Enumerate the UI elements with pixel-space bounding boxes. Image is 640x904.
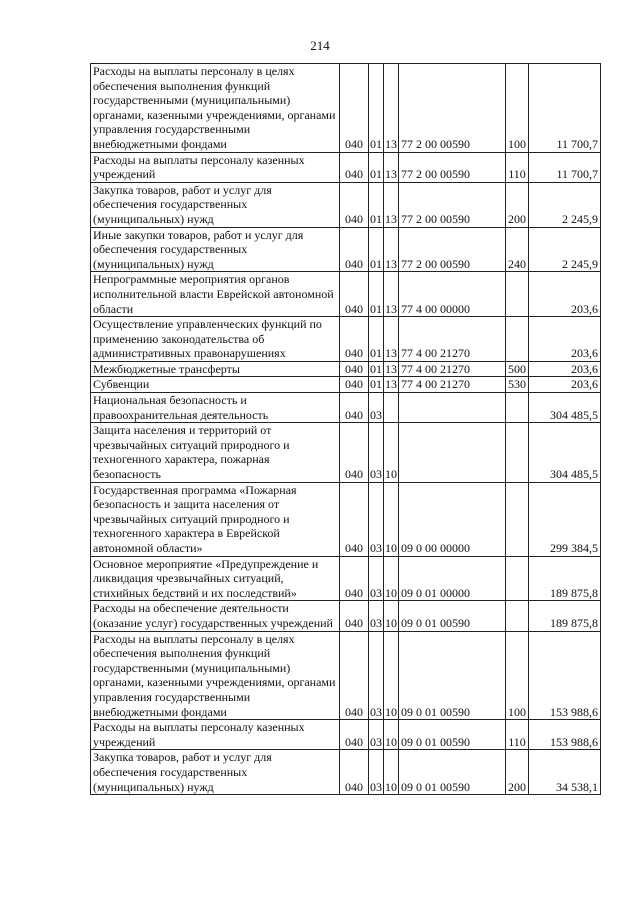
row-admin-code: 040 [340,482,369,556]
row-subsection-code: 10 [384,750,399,795]
row-target-article: 77 2 00 00590 [399,182,506,227]
row-amount: 2 245,9 [529,182,601,227]
row-target-article: 09 0 01 00590 [399,631,506,720]
table-row [91,423,601,482]
table-row [91,227,601,272]
row-admin-code: 040 [340,601,369,631]
row-name: Субвенции [91,377,340,393]
row-name: Иные закупки товаров, работ и услуг для обеспечения государственных (муниципальных) нужд [91,227,340,272]
row-section-code: 03 [369,750,384,795]
row-expense-type: 500 [506,361,529,377]
row-expense-type: 110 [506,152,529,182]
row-subsection-code [384,393,399,423]
table-row [91,182,601,227]
row-expense-type: 110 [506,720,529,750]
row-section-code: 03 [369,601,384,631]
row-expense-type [506,601,529,631]
row-target-article [399,423,506,482]
row-name: Непрограммные мероприятия органов исполнительной власти Еврейской автономной области [91,272,340,317]
row-admin-code: 040 [340,720,369,750]
row-name: Расходы на обеспечение деятельности (оказание услуг) государственных учреждений [91,601,340,631]
row-section-code: 03 [369,393,384,423]
row-admin-code: 040 [340,64,369,153]
row-subsection-code: 13 [384,182,399,227]
row-target-article: 77 4 00 21270 [399,317,506,362]
table-row [91,393,601,423]
row-admin-code: 040 [340,377,369,393]
row-expense-type [506,393,529,423]
row-amount: 153 988,6 [529,720,601,750]
table-row [91,482,601,556]
row-amount: 189 875,8 [529,556,601,601]
row-subsection-code: 10 [384,720,399,750]
row-name: Национальная безопасность и правоохранительная деятельность [91,393,340,423]
table-row [91,601,601,631]
row-subsection-code: 13 [384,227,399,272]
table-row [91,152,601,182]
row-subsection-code: 10 [384,482,399,556]
row-amount: 304 485,5 [529,423,601,482]
row-section-code: 03 [369,720,384,750]
row-section-code: 03 [369,482,384,556]
table-row [91,750,601,795]
row-admin-code: 040 [340,423,369,482]
row-name: Основное мероприятие «Предупреждение и ликвидация чрезвычайных ситуаций, стихийных бедствий и их последствий» [91,556,340,601]
row-target-article: 77 2 00 00590 [399,64,506,153]
row-target-article: 09 0 00 00000 [399,482,506,556]
row-section-code: 03 [369,423,384,482]
row-target-article: 77 2 00 00590 [399,227,506,272]
row-section-code: 01 [369,182,384,227]
row-amount: 304 485,5 [529,393,601,423]
table-row [91,361,601,377]
row-admin-code: 040 [340,182,369,227]
row-name: Государственная программа «Пожарная безопасность и защита населения от чрезвычайных ситуаций природного и техногенного характера в Еврейской автономной области» [91,482,340,556]
row-expense-type [506,272,529,317]
table-row [91,377,601,393]
row-amount: 2 245,9 [529,227,601,272]
row-name: Осуществление управленческих функций по применению законодательства об административных правонарушениях [91,317,340,362]
row-name: Расходы на выплаты персоналу казенных учреждений [91,152,340,182]
row-admin-code: 040 [340,227,369,272]
row-section-code: 01 [370,361,382,376]
row-target-article [399,393,506,423]
row-subsection-code: 10 [384,423,399,482]
row-admin-code: 040 [340,631,369,720]
row-amount: 34 538,1 [529,750,601,795]
row-target-article: 09 0 01 00590 [399,750,506,795]
row-section-code: 03 [369,556,384,601]
row-target-article: 77 4 00 00000 [399,272,506,317]
table-row [91,631,601,720]
row-amount: 11 700,7 [529,64,601,153]
row-amount: 203,6 [529,317,601,362]
row-expense-type: 100 [506,64,529,153]
row-name: Закупка товаров, работ и услуг для обеспечения государственных (муниципальных) нужд [91,182,340,227]
table-row [91,720,601,750]
page-number: 214 [310,38,330,53]
row-target-article: 77 4 00 21270 [399,361,506,377]
row-admin-code: 040 [340,556,369,601]
row-subsection-code: 13 [385,361,397,376]
table-row [91,317,601,362]
row-expense-type: 240 [506,227,529,272]
row-target-article: 77 4 00 21270 [399,377,506,393]
row-subsection-code: 10 [384,601,399,631]
table-row [91,64,601,153]
row-amount: 203,6 [529,377,601,393]
row-name: Расходы на выплаты персоналу в целях обеспечения выполнения функций государственными (муниципальными) органами, казенными учреждениями, органами управления государственными внебюджетными фондами [91,64,340,153]
row-section-code: 01 [369,227,384,272]
row-admin-code: 040 [340,317,369,362]
row-subsection-code: 10 [384,631,399,720]
row-section-code: 01 [369,64,384,153]
row-admin-code: 040 [340,393,369,423]
row-name: Закупка товаров, работ и услуг для обеспечения государственных (муниципальных) нужд [91,750,340,795]
row-name: Расходы на выплаты персоналу в целях обеспечения выполнения функций государственными (муниципальными) органами, казенными учреждениями, органами управления государственными внебюджетными фондами [91,631,340,720]
row-admin-code: 040 [340,272,369,317]
row-name: Расходы на выплаты персоналу казенных учреждений [91,720,340,750]
budget-table-body [91,64,601,795]
row-target-article: 09 0 01 00000 [399,556,506,601]
row-expense-type: 530 [506,377,529,393]
row-expense-type [506,317,529,362]
row-target-article: 09 0 01 00590 [399,601,506,631]
row-section-code: 01 [369,152,384,182]
row-section-code: 01 [370,377,382,392]
row-section-code: 01 [369,272,384,317]
row-subsection-code: 13 [384,64,399,153]
row-admin-code: 040 [340,750,369,795]
row-amount: 153 988,6 [529,631,601,720]
row-amount: 189 875,8 [529,601,601,631]
row-admin-code: 040 [340,361,369,377]
row-subsection-code: 10 [384,556,399,601]
row-section-code: 03 [369,631,384,720]
row-expense-type [506,423,529,482]
row-name: Межбюджетные трансферты [91,361,340,377]
table-row [91,272,601,317]
row-subsection-code: 13 [385,377,397,392]
budget-table [90,63,601,795]
row-expense-type: 200 [506,182,529,227]
table-row [91,556,601,601]
row-expense-type [506,482,529,556]
row-subsection-code: 13 [384,317,399,362]
row-expense-type: 200 [506,750,529,795]
row-amount: 203,6 [529,272,601,317]
row-expense-type [506,556,529,601]
row-name: Защита населения и территорий от чрезвычайных ситуаций природного и техногенного характера, пожарная безопасность [91,423,340,482]
row-admin-code: 040 [340,152,369,182]
row-amount: 203,6 [529,361,601,377]
row-target-article: 77 2 00 00590 [399,152,506,182]
row-subsection-code: 13 [384,152,399,182]
row-amount: 299 384,5 [529,482,601,556]
row-expense-type: 100 [506,631,529,720]
row-section-code: 01 [369,317,384,362]
row-amount: 11 700,7 [529,152,601,182]
row-subsection-code: 13 [384,272,399,317]
row-target-article: 09 0 01 00590 [399,720,506,750]
